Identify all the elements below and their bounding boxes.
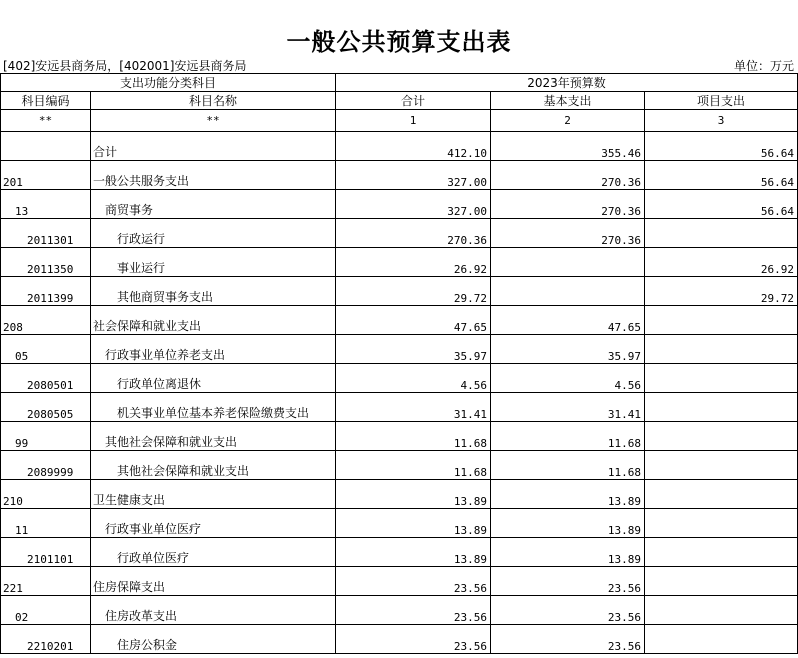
row-project [645,567,798,596]
row-total: 26.92 [336,248,491,277]
row-code: 99 [1,422,91,451]
row-project [645,451,798,480]
currency-unit-label: 单位：万元 [733,59,794,73]
row-code: 2080501 [1,364,91,393]
row-basic: 23.56 [491,596,645,625]
table-row [1,393,798,422]
row-total: 23.56 [336,596,491,625]
row-code: 208 [1,306,91,335]
header-column-row [1,92,798,110]
row-project: 56.64 [645,132,798,161]
row-basic: 13.89 [491,480,645,509]
table-row [1,625,798,654]
row-name: 住房公积金 [91,625,336,654]
row-basic: 270.36 [491,219,645,248]
row-project [645,480,798,509]
row-basic: 11.68 [491,451,645,480]
row-project: 56.64 [645,161,798,190]
table-row [1,364,798,393]
header-budget-year: 2023年预算数 [336,74,798,92]
row-project: 29.72 [645,277,798,306]
row-code: 2080505 [1,393,91,422]
table-row [1,422,798,451]
row-total: 327.00 [336,161,491,190]
row-name: 商贸事务 [91,190,336,219]
row-basic: 4.56 [491,364,645,393]
table-row [1,451,798,480]
row-name: 机关事业单位基本养老保险缴费支出 [91,393,336,422]
row-project: 56.64 [645,190,798,219]
row-total: 31.41 [336,393,491,422]
row-code: 2101101 [1,538,91,567]
row-project [645,219,798,248]
row-project [645,364,798,393]
row-name: 一般公共服务支出 [91,161,336,190]
header-code: 科目编码 [1,92,91,110]
row-code: 2011399 [1,277,91,306]
row-name: 合计 [91,132,336,161]
row-name: 其他商贸事务支出 [91,277,336,306]
row-basic [491,248,645,277]
row-total: 4.56 [336,364,491,393]
header-group-row [1,74,798,92]
row-code: 2089999 [1,451,91,480]
row-name: 住房保障支出 [91,567,336,596]
row-total: 11.68 [336,422,491,451]
table-row [1,161,798,190]
row-total: 13.89 [336,509,491,538]
row-code: 05 [1,335,91,364]
row-total: 23.56 [336,567,491,596]
row-project [645,509,798,538]
header-total: 合计 [336,92,491,110]
unit-info: [402]安远县商务局，[402001]安远县商务局 [3,59,247,73]
row-name: 其他社会保障和就业支出 [91,422,336,451]
row-name: 行政事业单位医疗 [91,509,336,538]
table-row [1,567,798,596]
row-name: 行政事业单位养老支出 [91,335,336,364]
row-total: 13.89 [336,480,491,509]
row-code: 13 [1,190,91,219]
marker-code: ** [1,110,91,132]
table-row [1,480,798,509]
row-code [1,132,91,161]
header-name: 科目名称 [91,92,336,110]
index-basic: 2 [491,110,645,132]
row-basic: 11.68 [491,422,645,451]
row-code: 210 [1,480,91,509]
row-basic: 270.36 [491,190,645,219]
table-row [1,509,798,538]
row-name: 事业运行 [91,248,336,277]
row-code: 2011301 [1,219,91,248]
row-code: 11 [1,509,91,538]
row-basic: 23.56 [491,567,645,596]
row-project: 26.92 [645,248,798,277]
row-code: 201 [1,161,91,190]
table-row [1,277,798,306]
header-project: 项目支出 [645,92,798,110]
row-total: 29.72 [336,277,491,306]
table-row [1,538,798,567]
table-row [1,335,798,364]
header-basic: 基本支出 [491,92,645,110]
row-name: 其他社会保障和就业支出 [91,451,336,480]
row-basic: 13.89 [491,509,645,538]
row-total: 47.65 [336,306,491,335]
table-row [1,248,798,277]
row-basic: 13.89 [491,538,645,567]
row-basic: 23.56 [491,625,645,654]
header-function-category: 支出功能分类科目 [1,74,336,92]
index-total: 1 [336,110,491,132]
table-row [1,132,798,161]
table-row [1,219,798,248]
row-project [645,393,798,422]
row-total: 23.56 [336,625,491,654]
marker-name: ** [91,110,336,132]
row-name: 社会保障和就业支出 [91,306,336,335]
row-project [645,596,798,625]
table-row [1,190,798,219]
table-row [1,596,798,625]
budget-table [0,73,798,654]
table-row [1,306,798,335]
row-total: 35.97 [336,335,491,364]
row-basic: 270.36 [491,161,645,190]
page-title: 一般公共预算支出表 [286,27,512,56]
row-project [645,538,798,567]
row-code: 2210201 [1,625,91,654]
row-name: 行政单位医疗 [91,538,336,567]
row-basic: 47.65 [491,306,645,335]
row-total: 13.89 [336,538,491,567]
row-name: 住房改革支出 [91,596,336,625]
row-code: 02 [1,596,91,625]
row-basic: 31.41 [491,393,645,422]
row-basic: 355.46 [491,132,645,161]
row-project [645,306,798,335]
row-project [645,625,798,654]
row-total: 327.00 [336,190,491,219]
row-name: 行政运行 [91,219,336,248]
row-name: 卫生健康支出 [91,480,336,509]
row-code: 221 [1,567,91,596]
row-total: 270.36 [336,219,491,248]
row-name: 行政单位离退休 [91,364,336,393]
row-project [645,422,798,451]
row-total: 412.10 [336,132,491,161]
index-project: 3 [645,110,798,132]
row-basic: 35.97 [491,335,645,364]
header-index-row [1,110,798,132]
row-basic [491,277,645,306]
row-project [645,335,798,364]
row-code: 2011350 [1,248,91,277]
row-total: 11.68 [336,451,491,480]
